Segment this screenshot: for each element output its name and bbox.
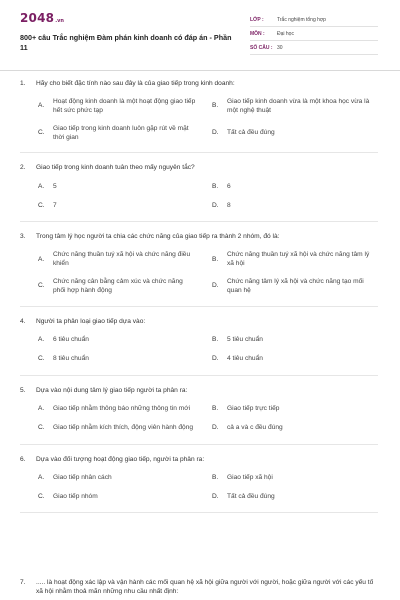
- question-1: [20, 78, 378, 153]
- option-letter: A.: [38, 255, 45, 263]
- option-letter: B.: [212, 255, 219, 263]
- option-letter: A.: [38, 474, 45, 482]
- meta-value: 30: [277, 45, 283, 52]
- option-text: 4 tiêu chuẩn: [227, 355, 263, 363]
- option-letter: C.: [38, 282, 45, 290]
- option-text: Giao tiếp nhóm: [53, 493, 98, 501]
- question-number: 5.: [20, 386, 26, 394]
- option-a[interactable]: [38, 251, 210, 269]
- question-number: 2.: [20, 164, 26, 172]
- option-a[interactable]: [38, 473, 210, 483]
- question-7: [20, 579, 378, 597]
- option-d[interactable]: [212, 492, 384, 502]
- meta-label: SỐ CÂU :: [250, 45, 273, 52]
- option-c[interactable]: [38, 201, 210, 211]
- option-a[interactable]: [38, 182, 210, 192]
- option-text: 8: [227, 201, 231, 209]
- answer-options: [20, 336, 378, 365]
- meta-row-subject: [250, 27, 378, 41]
- question-text: Giao tiếp trong kinh doanh tuân theo mấy nguyên tắc?: [36, 164, 195, 172]
- meta-label: LỚP :: [250, 17, 264, 24]
- option-d[interactable]: [212, 424, 384, 434]
- question-stem: [20, 164, 378, 173]
- option-text: Giao tiếp xã hội: [227, 474, 273, 482]
- question-number: 3.: [20, 233, 26, 241]
- meta-value: Đại học: [277, 31, 294, 38]
- question-6: [20, 454, 378, 514]
- logo-text: 2048: [20, 11, 55, 25]
- option-letter: B.: [212, 182, 219, 190]
- option-text: Giao tiếp nhằm kích thích, động viên hành động: [53, 424, 194, 432]
- answer-options: [20, 251, 378, 296]
- option-letter: C.: [38, 424, 45, 432]
- option-text: 8 tiêu chuẩn: [53, 355, 89, 363]
- option-letter: D.: [212, 129, 219, 137]
- question-3: [20, 231, 378, 306]
- option-a[interactable]: [38, 98, 210, 116]
- option-text: 6: [227, 182, 231, 190]
- question-text: ..... là hoạt động xác lập và vận hành các mối quan hệ xã hội giữa người với người, hoặc giữa người với các yếu tố xã hội nhằm thoả mãn những nhu cầu nhất định:: [36, 579, 374, 595]
- option-letter: B.: [212, 474, 219, 482]
- option-letter: A.: [38, 405, 45, 413]
- meta-label: MÔN :: [250, 31, 265, 38]
- option-text: 5: [53, 182, 57, 190]
- question-number: 1.: [20, 80, 26, 87]
- option-b[interactable]: [212, 251, 384, 269]
- answer-options: [20, 98, 378, 143]
- option-letter: C.: [38, 355, 45, 363]
- option-c[interactable]: [38, 355, 210, 365]
- question-text: Dựa vào đối tượng hoạt động giao tiếp, người ta phân ra:: [36, 455, 205, 463]
- option-letter: C.: [38, 129, 45, 137]
- question-5: [20, 385, 378, 445]
- option-letter: D.: [212, 282, 219, 290]
- option-d[interactable]: [212, 355, 384, 365]
- option-text: Giao tiếp trong kinh doanh luôn gặp rút về mặt thời gian: [53, 124, 189, 141]
- brand-block: [20, 10, 240, 68]
- meta-table: [250, 13, 378, 68]
- option-text: Chức năng tâm lý xã hội và chức năng tạo mối quan hệ: [227, 278, 364, 294]
- option-text: cả a và c đều đúng: [227, 424, 283, 432]
- question-list: [20, 78, 378, 513]
- page-header: [20, 0, 378, 68]
- option-b[interactable]: [212, 405, 384, 415]
- option-letter: A.: [38, 336, 45, 344]
- option-letter: A.: [38, 102, 45, 110]
- option-d[interactable]: [212, 201, 384, 211]
- option-b[interactable]: [212, 98, 384, 116]
- option-letter: A.: [38, 182, 45, 190]
- answer-options: [20, 473, 378, 502]
- question-stem: [20, 233, 378, 242]
- answer-options: [20, 182, 378, 211]
- option-letter: D.: [212, 493, 219, 501]
- option-letter: D.: [212, 355, 219, 363]
- option-text: Tất cả đều đúng: [227, 129, 275, 137]
- option-text: Giao tiếp nhằm thông báo những thông tin mới: [53, 405, 191, 413]
- question-2: [20, 162, 378, 222]
- option-letter: C.: [38, 493, 45, 501]
- option-text: Chức năng thuần tuý xã hội và chức năng điều khiển: [53, 251, 191, 268]
- answer-options: [20, 405, 378, 434]
- meta-value: Trắc nghiệm tổng hợp: [277, 17, 326, 24]
- logo-domain: .vn: [55, 18, 64, 24]
- question-stem: [20, 318, 378, 327]
- option-text: Giao tiếp kinh doanh vừa là một khoa học vừa là một nghệ thuật: [227, 97, 370, 114]
- option-a[interactable]: [38, 405, 210, 415]
- option-c[interactable]: [38, 278, 210, 296]
- question-number: 7.: [20, 579, 26, 586]
- option-letter: C.: [38, 201, 45, 209]
- question-stem: [20, 387, 378, 396]
- question-number: 6.: [20, 455, 26, 463]
- question-text: Hãy cho biết đặc tính nào sau đây là của giao tiếp trong kinh doanh:: [36, 80, 235, 87]
- option-letter: B.: [212, 102, 219, 110]
- question-text: Trong tâm lý học người ta chia các chức năng của giao tiếp ra thành 2 nhóm, đó là:: [36, 233, 280, 241]
- option-text: 7: [53, 201, 57, 209]
- question-stem: [20, 579, 378, 597]
- option-letter: B.: [212, 405, 219, 413]
- option-text: Chức năng cân bằng cảm xúc và chức năng phối hợp hành động: [53, 278, 183, 294]
- option-d[interactable]: [212, 125, 384, 143]
- option-c[interactable]: [38, 492, 210, 502]
- question-text: Dựa vào nội dung tâm lý giao tiếp người ta phân ra:: [36, 386, 188, 394]
- option-text: Chức năng thuần tuý xã hội và chức năng tâm lý xã hội: [227, 251, 370, 268]
- option-c[interactable]: [38, 125, 210, 143]
- option-b[interactable]: [212, 473, 384, 483]
- option-text: Hoạt động kinh doanh là một hoạt động giao tiếp hết sức phức tạp: [53, 97, 196, 114]
- question-stem: [20, 456, 378, 465]
- site-logo[interactable]: [20, 10, 240, 26]
- option-d[interactable]: [212, 278, 384, 296]
- page-title: 800+ câu Trắc nghiệm Đàm phán kinh doanh có đáp án - Phần 11: [20, 33, 232, 53]
- option-text: Giao tiếp nhân cách: [53, 474, 112, 482]
- meta-row-count: [250, 41, 378, 55]
- question-4: [20, 316, 378, 376]
- option-text: Giao tiếp trực tiếp: [227, 405, 280, 413]
- option-b[interactable]: [212, 182, 384, 192]
- option-letter: D.: [212, 424, 219, 432]
- option-letter: B.: [212, 336, 219, 344]
- header-divider: [0, 70, 400, 71]
- option-text: Tất cả đều đúng: [227, 493, 275, 501]
- option-text: 5 tiêu chuẩn: [227, 336, 263, 344]
- meta-row-class: [250, 13, 378, 27]
- question-text: Người ta phân loại giao tiếp dựa vào:: [36, 317, 146, 325]
- option-a[interactable]: [38, 336, 210, 346]
- question-stem: [20, 80, 378, 89]
- option-letter: D.: [212, 201, 219, 209]
- question-number: 4.: [20, 317, 26, 325]
- option-c[interactable]: [38, 424, 210, 434]
- option-b[interactable]: [212, 336, 384, 346]
- option-text: 6 tiêu chuẩn: [53, 336, 89, 344]
